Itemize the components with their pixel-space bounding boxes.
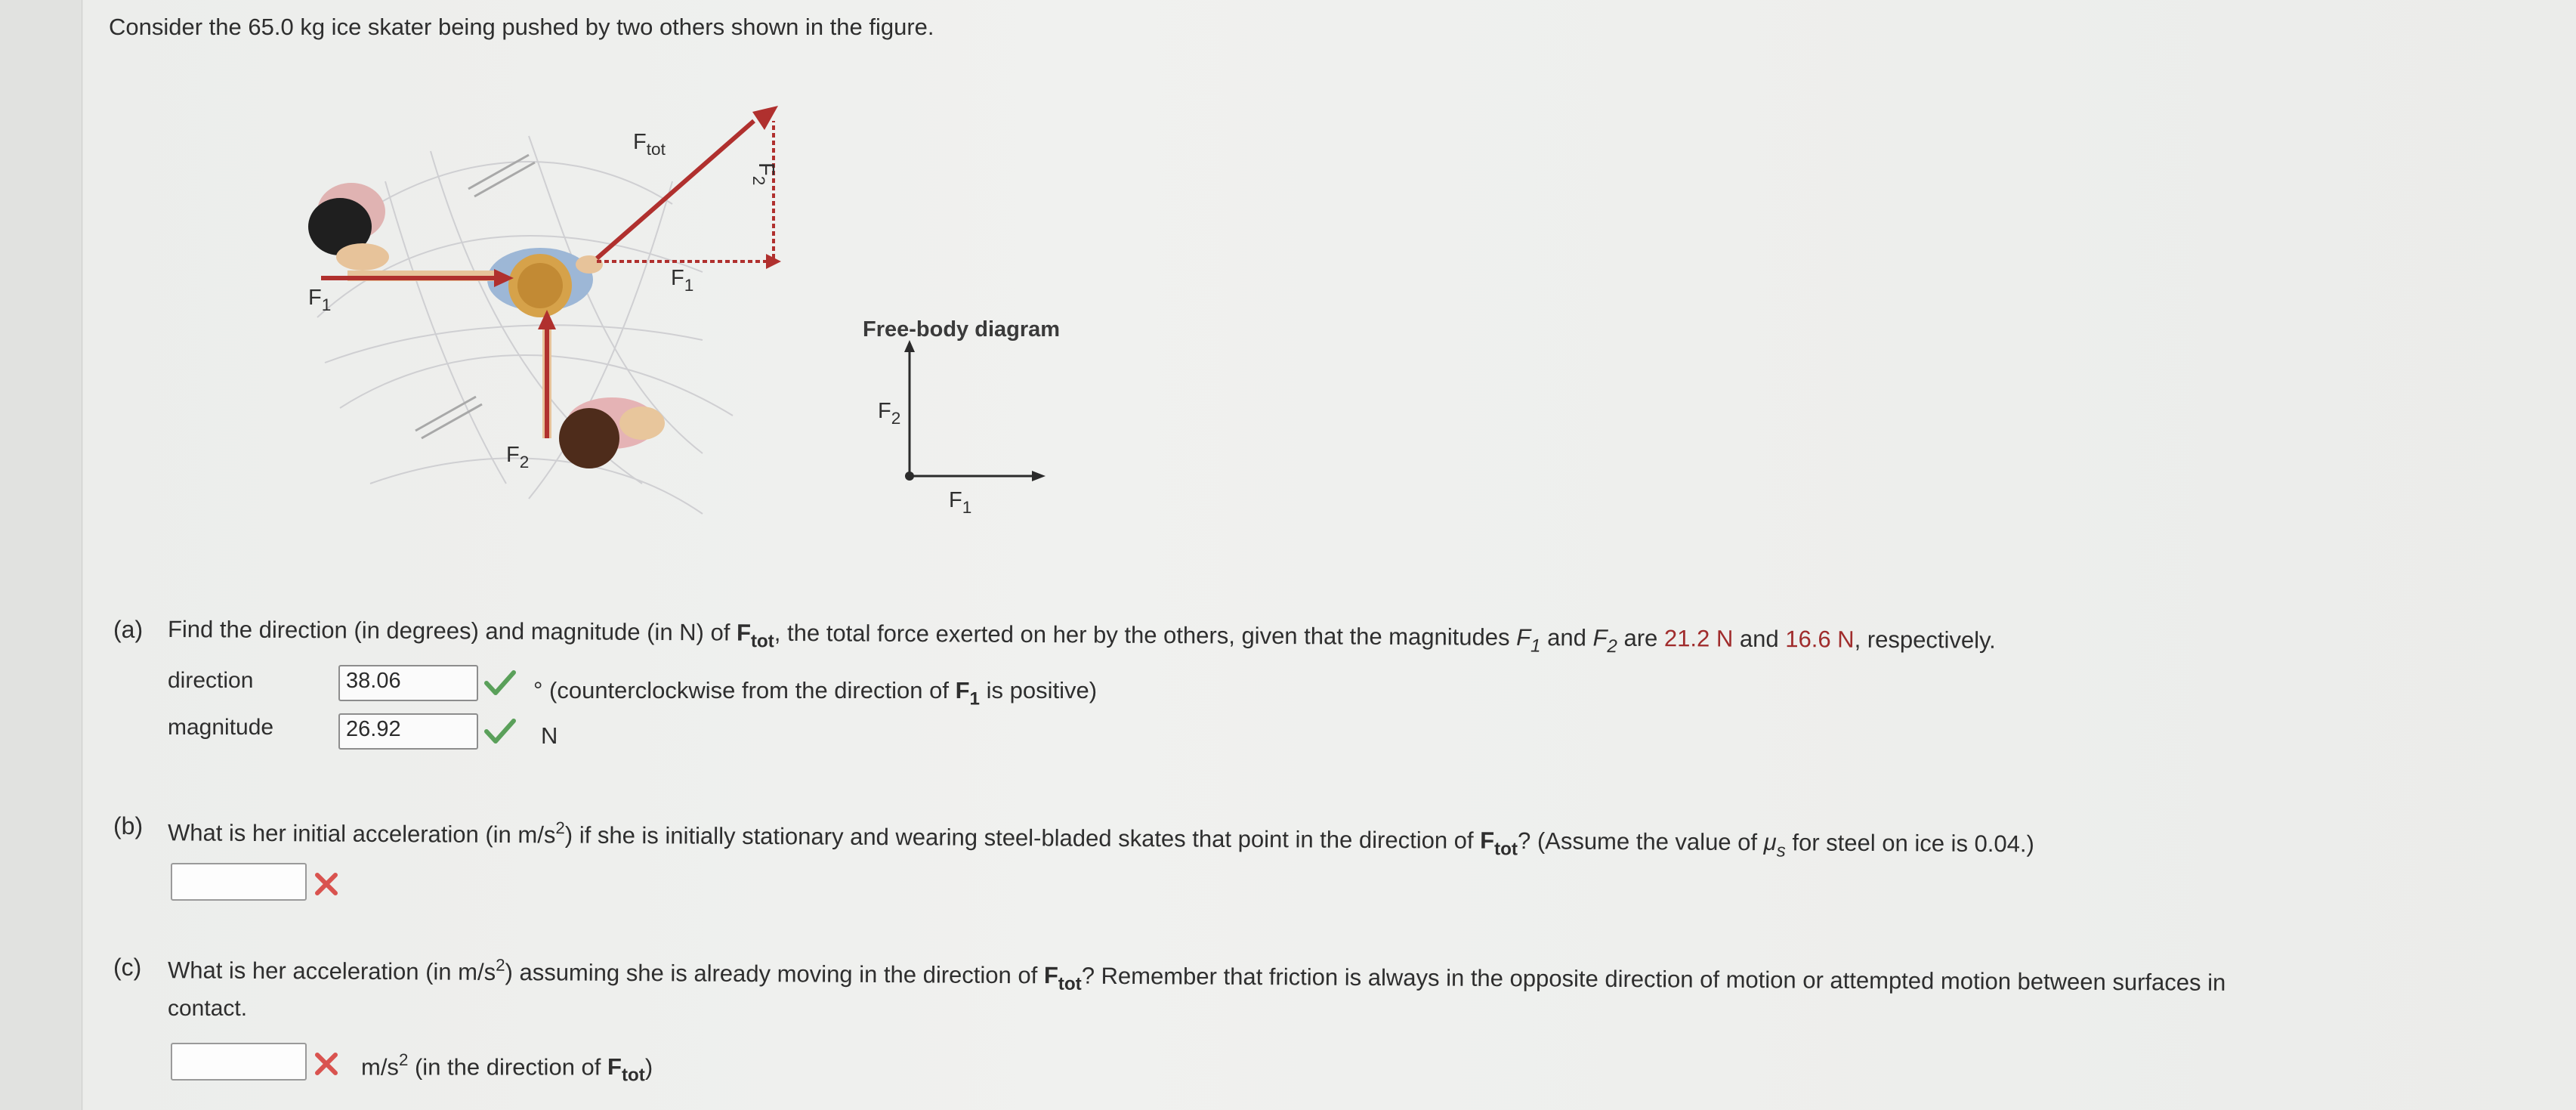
- f1-mid-figure-label: $F_1$: [671, 266, 694, 295]
- problem-intro: Consider the 65.0 kg ice skater being pushed by two others shown in the figure.: [109, 14, 934, 40]
- direction-unit-note: ° (counterclockwise from the direction of $F_1$ is positive): [533, 677, 1098, 710]
- bottom-pusher-figure: [559, 397, 665, 468]
- magnitude-input[interactable]: 26.92: [338, 713, 478, 750]
- part-a-letter: (a): [113, 616, 144, 643]
- ftot-figure-label: $F_{tot}$: [633, 130, 666, 159]
- part-c-question: What is her acceleration (in $m/s^2$) assuming she is already moving in the direction of $F_{tot}$? Remember that friction is always in the opposite direction of motion or attempted motion between surfaces in: [167, 955, 2226, 996]
- f2-push-arrow: [538, 310, 556, 438]
- magnitude-correct-check-icon: [483, 716, 517, 747]
- part-c-incorrect-x-icon: [313, 1050, 340, 1078]
- magnitude-unit: N: [541, 722, 558, 749]
- direction-input[interactable]: 38.06: [338, 665, 478, 701]
- part-c-question-continuation: contact.: [168, 996, 248, 1021]
- part-c-unit-note: $m/s^2$ (in the direction of $F_{tot}$): [361, 1050, 653, 1086]
- f1-given-value: 21.2 N: [1663, 625, 1734, 652]
- center-skater-figure: [487, 248, 603, 317]
- f2-bottom-figure-label: $F_2$: [506, 443, 530, 472]
- free-body-diagram: [904, 340, 1046, 481]
- fbd-f1-label: $F_1$: [949, 488, 972, 517]
- ftot-vector: [597, 106, 781, 269]
- fbd-title: Free-body diagram: [863, 317, 1061, 342]
- part-c-letter: (c): [113, 954, 142, 981]
- part-b-incorrect-x-icon: [313, 870, 340, 898]
- magnitude-label: magnitude: [168, 715, 274, 740]
- part-c-answer-input[interactable]: [171, 1043, 307, 1081]
- f1-left-figure-label: $F_1$: [308, 286, 332, 314]
- page-left-margin: [0, 0, 82, 1110]
- left-pusher-figure: [308, 183, 389, 271]
- part-b-letter: (b): [113, 812, 144, 839]
- fbd-f2-label: $F_2$: [878, 399, 901, 428]
- part-b-answer-input[interactable]: [171, 863, 307, 901]
- direction-label: direction: [168, 668, 254, 693]
- f2-top-figure-label: $F_2$: [749, 162, 778, 186]
- f2-given-value: 16.6 N: [1785, 626, 1855, 653]
- direction-correct-check-icon: [483, 668, 517, 698]
- part-b-question: What is her initial acceleration (in $m/s^2$) if she is initially stationary and wearing steel-bladed skates that point in the direction of $F_{tot}$? (Assume the value of $\mu_s$ for steel on ice is 0.04.): [167, 818, 2035, 861]
- part-a-question: Find the direction (in degrees) and magnitude (in N) of $F_{tot}$, the total force exerted on her by the others, given that the magnitudes $F_1$ and $F_2$ are 21.2 N and 16.6 N, respectively.: [167, 616, 1996, 657]
